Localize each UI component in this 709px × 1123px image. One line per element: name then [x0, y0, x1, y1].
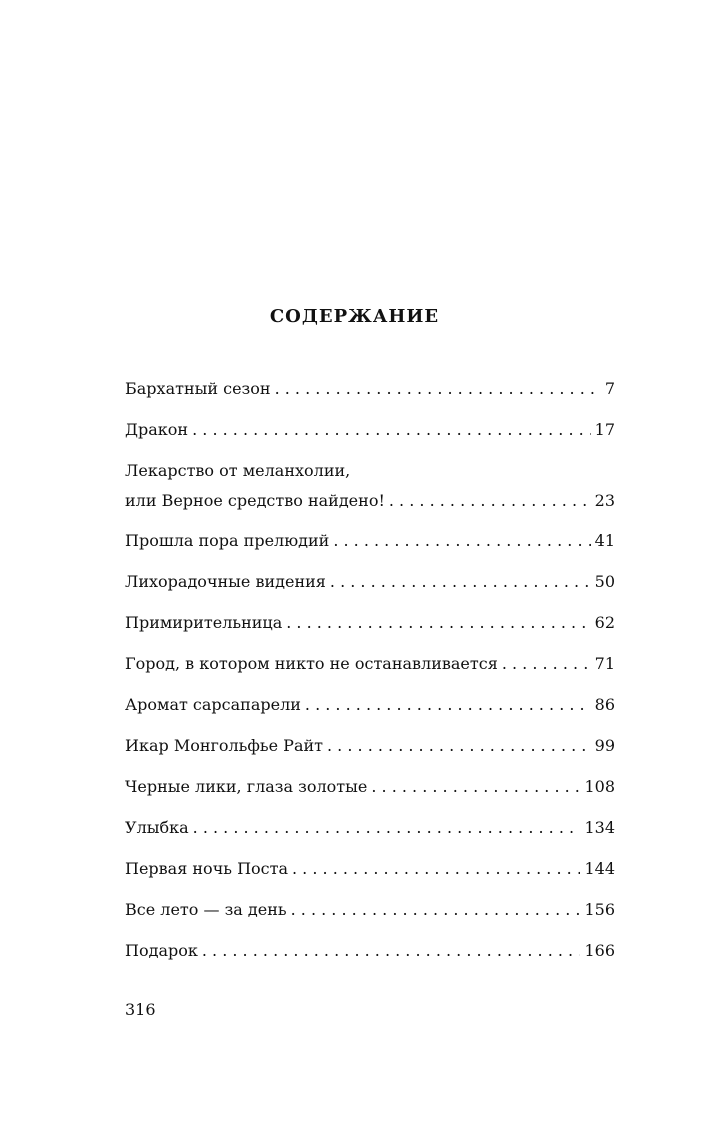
toc-entry-title: Все лето — за день — [125, 900, 287, 919]
toc-entry — [125, 731, 615, 761]
toc-entry-page: 144 — [584, 859, 615, 878]
toc-entry-page: 166 — [584, 941, 615, 960]
dot-leader — [192, 415, 591, 445]
toc-entry — [125, 854, 615, 884]
toc-entry-title: Лихорадочные видения — [125, 572, 326, 591]
toc-entry-title: Прошла пора прелюдий — [125, 531, 330, 550]
dot-leader — [502, 649, 591, 679]
toc-entry-title: Примирительница — [125, 613, 283, 632]
toc-entry-page: 50 — [594, 572, 615, 591]
dot-leader — [330, 567, 591, 597]
toc-entry — [125, 608, 615, 638]
toc-entry-title: Город, в котором никто не останавливается — [125, 654, 498, 673]
toc-entry-title: Черные лики, глаза золотые — [125, 777, 368, 796]
toc-entry — [125, 772, 615, 802]
toc-entry-page: 62 — [594, 613, 615, 632]
toc-entry-page: 86 — [594, 695, 615, 714]
toc-entry — [125, 526, 615, 556]
dot-leader — [333, 526, 590, 556]
toc-entry-title: Дракон — [125, 420, 189, 439]
dot-leader — [275, 374, 601, 404]
toc-entry — [125, 813, 615, 843]
dot-leader — [327, 731, 591, 761]
page-title: СОДЕРЖАНИЕ — [269, 306, 440, 327]
toc-entry-page: 71 — [594, 654, 615, 673]
toc-entry-page: 17 — [594, 420, 615, 439]
toc-entry-title: Аромат сарсапарели — [125, 695, 301, 714]
toc-entry — [125, 456, 615, 516]
toc-entry — [125, 374, 615, 404]
dot-leader — [305, 690, 591, 720]
dot-leader — [371, 772, 580, 802]
toc-entry-title-line1: Лекарство от меланхолии, — [125, 461, 351, 480]
toc-entry-page: 99 — [594, 736, 615, 755]
toc-entry-page: 41 — [594, 531, 615, 550]
page-number: 316 — [125, 1000, 156, 1019]
toc-entry-title: Подарок — [125, 941, 198, 960]
toc-entry — [125, 895, 615, 925]
toc-entry-title: Икар Монгольфье Райт — [125, 736, 323, 755]
toc-entry-title: Первая ночь Поста — [125, 859, 288, 878]
toc-entry — [125, 690, 615, 720]
toc-entry — [125, 567, 615, 597]
toc-entry — [125, 936, 615, 966]
dot-leader — [202, 936, 581, 966]
toc-entry-title: Улыбка — [125, 818, 189, 837]
dot-leader — [292, 854, 580, 884]
dot-leader — [286, 608, 590, 638]
dot-leader — [291, 895, 581, 925]
toc-entry-page: 156 — [584, 900, 615, 919]
toc-entry-page: 7 — [604, 379, 615, 398]
toc-entry-page: 23 — [594, 491, 615, 510]
dot-leader — [193, 813, 581, 843]
toc-entry-page: 134 — [584, 818, 615, 837]
dot-leader — [389, 486, 591, 516]
toc-entry — [125, 649, 615, 679]
toc-entry-title: Бархатный сезон — [125, 379, 271, 398]
toc-entry — [125, 415, 615, 445]
toc-entry-page: 108 — [584, 777, 615, 796]
toc-entry-title: или Верное средство найдено! — [125, 491, 385, 510]
